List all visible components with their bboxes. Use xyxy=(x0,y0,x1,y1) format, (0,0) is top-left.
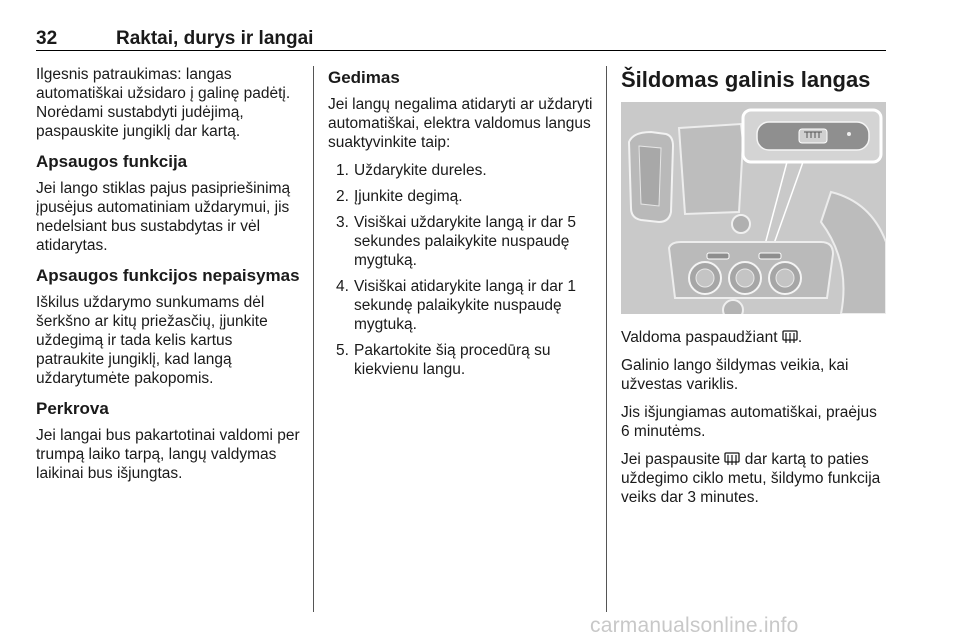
list-item: 1. Uždarykite dureles. xyxy=(336,162,487,179)
dashboard-illustration xyxy=(621,102,886,314)
column-2 xyxy=(328,65,596,386)
list-item: 2. Įjunkite degimą. xyxy=(336,188,463,205)
section-title-nepaisymas: Apsaugos funkcijos nepaisymas xyxy=(36,266,300,285)
column-1 xyxy=(36,65,304,492)
auto-off-paragraph: Jis išjungiamas automatiškai, praėjus 6 minutėms. xyxy=(621,404,877,440)
list-item: 5. Pakartokite šią procedūrą su kiekvienu langu. xyxy=(336,342,551,378)
engine-paragraph: Galinio lango šildymas veikia, kai užvestas variklis. xyxy=(621,357,849,393)
section-text-perkrova: Jei langai bus pakartotinai valdomi per trumpą laiko tarpą, langų valdymas laikinai bus išjungtas. xyxy=(36,427,300,482)
section-title-gedimas: Gedimas xyxy=(328,68,400,87)
watermark: carmanualsonline.info xyxy=(590,614,799,637)
page-number: 32 xyxy=(36,28,58,49)
chapter-title: Raktai, durys ir langai xyxy=(116,28,314,49)
intro-paragraph: Ilgesnis patraukimas: langas automatiškai užsidaro į galinę padėtį. Norėdami sustabdyti judėjimą, paspauskite jungiklį dar kartą. xyxy=(36,66,291,140)
list-item: 4. Visiškai atidarykite langą ir dar 1 sekundę palaikykite nuspaudę mygtuką. xyxy=(336,278,576,333)
column-divider-1 xyxy=(313,66,314,612)
header-rule xyxy=(36,50,886,51)
dashboard-drawing xyxy=(621,102,886,314)
list-item: 3. Visiškai uždarykite langą ir dar 5 sekundes palaikykite nuspaudę mygtuką. xyxy=(336,214,576,269)
rear-window-heater-icon xyxy=(782,330,798,344)
section-title-sildomas: Šildomas galinis langas xyxy=(621,67,871,92)
section-text-apsaugos: Jei lango stiklas pajus pasipriešinimą įpusėjus automatiniam uždarymui, jis nedelsiant bus sustabdytas ir vėl atidarytas. xyxy=(36,180,291,254)
section-title-perkrova: Perkrova xyxy=(36,399,109,418)
section-title-apsaugos: Apsaugos funkcija xyxy=(36,152,188,171)
extend-paragraph: Jei paspausite dar kartą to paties uždegimo ciklo metu, šildymo funkcija veiks dar 3 minutes. xyxy=(621,451,881,506)
control-paragraph: Valdoma paspaudžiant . xyxy=(621,329,803,346)
section-text-nepaisymas: Iškilus uždarymo sunkumams dėl šerkšno ar kitų priežasčių, įjunkite uždegimą ir tada kelis kartus patraukite jungiklį, kad langą uždarytumėte pakopomis. xyxy=(36,294,268,387)
column-divider-2 xyxy=(606,66,607,612)
rear-window-heater-icon xyxy=(724,452,740,466)
steps-list xyxy=(328,161,596,379)
column-3 xyxy=(621,65,886,516)
gedimas-intro: Jei langų negalima atidaryti ar uždaryti automatiškai, elektra valdomus langus suaktyvinkite taip: xyxy=(328,96,593,151)
